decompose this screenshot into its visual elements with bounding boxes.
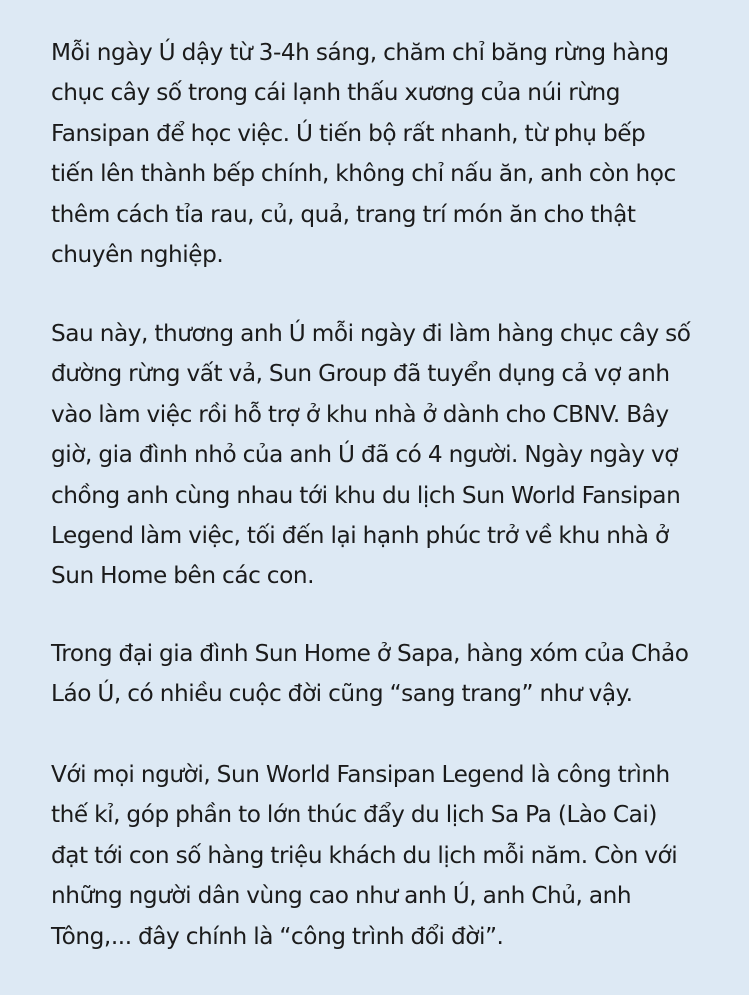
paragraph-line: Sau này, thương anh Ú mỗi ngày đi làm hàng chục cây số [51,320,691,347]
paragraph-line: Trong đại gia đình Sun Home ở Sapa, hàng xóm của Chảo [51,640,689,667]
paragraph-line: tiến lên thành bếp chính, không chỉ nấu ăn, anh còn học [51,160,676,188]
paragraph-line: chục cây số trong cái lạnh thấu xương của núi rừng [51,79,621,107]
paragraph-line: đường rừng vất vả, Sun Group đã tuyển dụng cả vợ anh [51,360,670,388]
paragraph-line: chuyên nghiệp. [51,241,224,269]
paragraph-line: Láo Ú, có nhiều cuộc đời cũng “sang trang” như vậy. [51,680,633,708]
paragraph-line: thêm cách tỉa rau, củ, quả, trang trí món ăn cho thật [51,200,636,228]
paragraph-line: chồng anh cùng nhau tới khu du lịch Sun World Fansipan [51,481,681,509]
paragraph-line: Fansipan để học việc. Ú tiến bộ rất nhanh, từ phụ bếp [51,119,646,147]
paragraph-2 [51,314,691,597]
paragraph-line: những người dân vùng cao như anh Ú, anh Chủ, anh [51,882,632,910]
paragraph-line: Tông,... đây chính là “công trình đổi đời”. [51,922,504,950]
paragraph-line: Legend làm việc, tối đến lại hạnh phúc trở về khu nhà ở [51,522,669,550]
paragraph-line: vào làm việc rồi hỗ trợ ở khu nhà ở dành cho CBNV. Bây [51,400,669,428]
paragraph-line: giờ, gia đình nhỏ của anh Ú đã có 4 người. Ngày ngày vợ [51,441,678,469]
paragraph-4 [51,755,677,957]
paragraph-1 [51,33,676,275]
paragraph-line: thế kỉ, góp phần to lớn thúc đẩy du lịch Sa Pa (Lào Cai) [51,801,657,829]
paragraph-line: Với mọi người, Sun World Fansipan Legend là công trình [51,761,670,788]
paragraph-line: đạt tới con số hàng triệu khách du lịch mỗi năm. Còn với [51,841,678,869]
paragraph-line: Sun Home bên các con. [51,562,315,590]
paragraph-3 [51,634,688,715]
paragraph-line: Mỗi ngày Ú dậy từ 3-4h sáng, chăm chỉ băng rừng hàng [51,39,669,66]
